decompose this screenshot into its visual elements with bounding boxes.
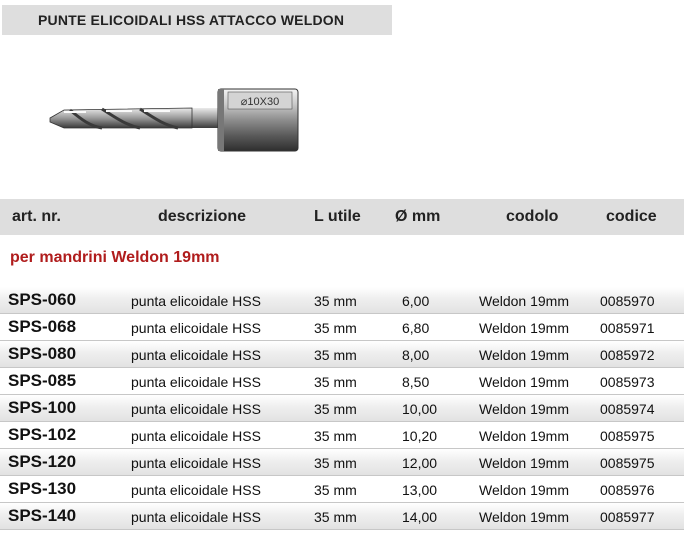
cell-code: 0085970	[600, 293, 655, 309]
title-bar	[2, 5, 392, 35]
cell-length: 35 mm	[314, 482, 357, 498]
cell-diameter: 10,00	[402, 401, 438, 417]
cell-shank: Weldon 19mm	[479, 428, 570, 444]
header-description: descrizione	[158, 208, 247, 225]
table-row	[0, 395, 684, 422]
section-label: per mandrini Weldon 19mm	[10, 249, 220, 266]
cell-length: 35 mm	[314, 455, 357, 471]
table-row	[0, 476, 684, 503]
cell-description: punta elicoidale HSS	[131, 455, 261, 471]
cell-diameter: 10,20	[402, 428, 438, 444]
cell-length: 35 mm	[314, 509, 357, 525]
cell-description: punta elicoidale HSS	[131, 509, 261, 525]
cell-diameter: 6,80	[402, 320, 430, 336]
cell-diameter: 14,00	[402, 509, 438, 525]
cell-length: 35 mm	[314, 374, 357, 390]
cell-shank: Weldon 19mm	[479, 320, 570, 336]
cell-code: 0085976	[600, 482, 655, 498]
cell-length: 35 mm	[314, 347, 357, 363]
header-diameter: Ø mm	[395, 208, 441, 225]
cell-art: SPS-085	[8, 371, 77, 390]
cell-shank: Weldon 19mm	[479, 374, 570, 390]
cell-diameter: 8,50	[402, 374, 430, 390]
header-length: L utile	[314, 208, 361, 225]
cell-shank: Weldon 19mm	[479, 482, 570, 498]
cell-shank: Weldon 19mm	[479, 293, 570, 309]
cell-diameter: 8,00	[402, 347, 430, 363]
cell-art: SPS-120	[8, 452, 77, 471]
cell-art: SPS-102	[8, 425, 77, 444]
cell-shank: Weldon 19mm	[479, 401, 570, 417]
cell-description: punta elicoidale HSS	[131, 347, 261, 363]
cell-description: punta elicoidale HSS	[131, 320, 261, 336]
cell-shank: Weldon 19mm	[479, 509, 570, 525]
cell-description: punta elicoidale HSS	[131, 374, 261, 390]
cell-code: 0085974	[600, 401, 655, 417]
cell-length: 35 mm	[314, 401, 357, 417]
cell-diameter: 12,00	[402, 455, 438, 471]
cell-diameter: 13,00	[402, 482, 438, 498]
header-code: codice	[606, 208, 657, 225]
cell-art: SPS-060	[8, 290, 77, 309]
table-row	[0, 503, 684, 530]
cell-code: 0085975	[600, 428, 655, 444]
header-art: art. nr.	[12, 208, 61, 225]
cell-art: SPS-100	[8, 398, 77, 417]
cell-code: 0085975	[600, 455, 655, 471]
table-row	[0, 422, 684, 449]
cell-art: SPS-080	[8, 344, 77, 363]
cell-art: SPS-140	[8, 506, 77, 525]
cell-shank: Weldon 19mm	[479, 347, 570, 363]
cell-length: 35 mm	[314, 320, 357, 336]
cell-length: 35 mm	[314, 293, 357, 309]
cell-code: 0085973	[600, 374, 655, 390]
cell-diameter: 6,00	[402, 293, 430, 309]
table-row	[0, 449, 684, 476]
cell-art: SPS-130	[8, 479, 77, 498]
table-row	[0, 287, 684, 314]
cell-description: punta elicoidale HSS	[131, 428, 261, 444]
cell-code: 0085972	[600, 347, 655, 363]
drill-bit-image	[42, 82, 304, 160]
cell-description: punta elicoidale HSS	[131, 482, 261, 498]
page-title: PUNTE ELICOIDALI HSS ATTACCO WELDON	[38, 12, 345, 28]
table-row	[0, 314, 684, 341]
cell-description: punta elicoidale HSS	[131, 401, 261, 417]
shank-marking: ⌀10X30	[240, 96, 280, 108]
cell-length: 35 mm	[314, 428, 357, 444]
table-row	[0, 341, 684, 368]
table-row	[0, 368, 684, 395]
cell-description: punta elicoidale HSS	[131, 293, 261, 309]
header-shank: codolo	[506, 208, 559, 225]
cell-code: 0085971	[600, 320, 655, 336]
cell-art: SPS-068	[8, 317, 77, 336]
cell-shank: Weldon 19mm	[479, 455, 570, 471]
cell-code: 0085977	[600, 509, 655, 525]
